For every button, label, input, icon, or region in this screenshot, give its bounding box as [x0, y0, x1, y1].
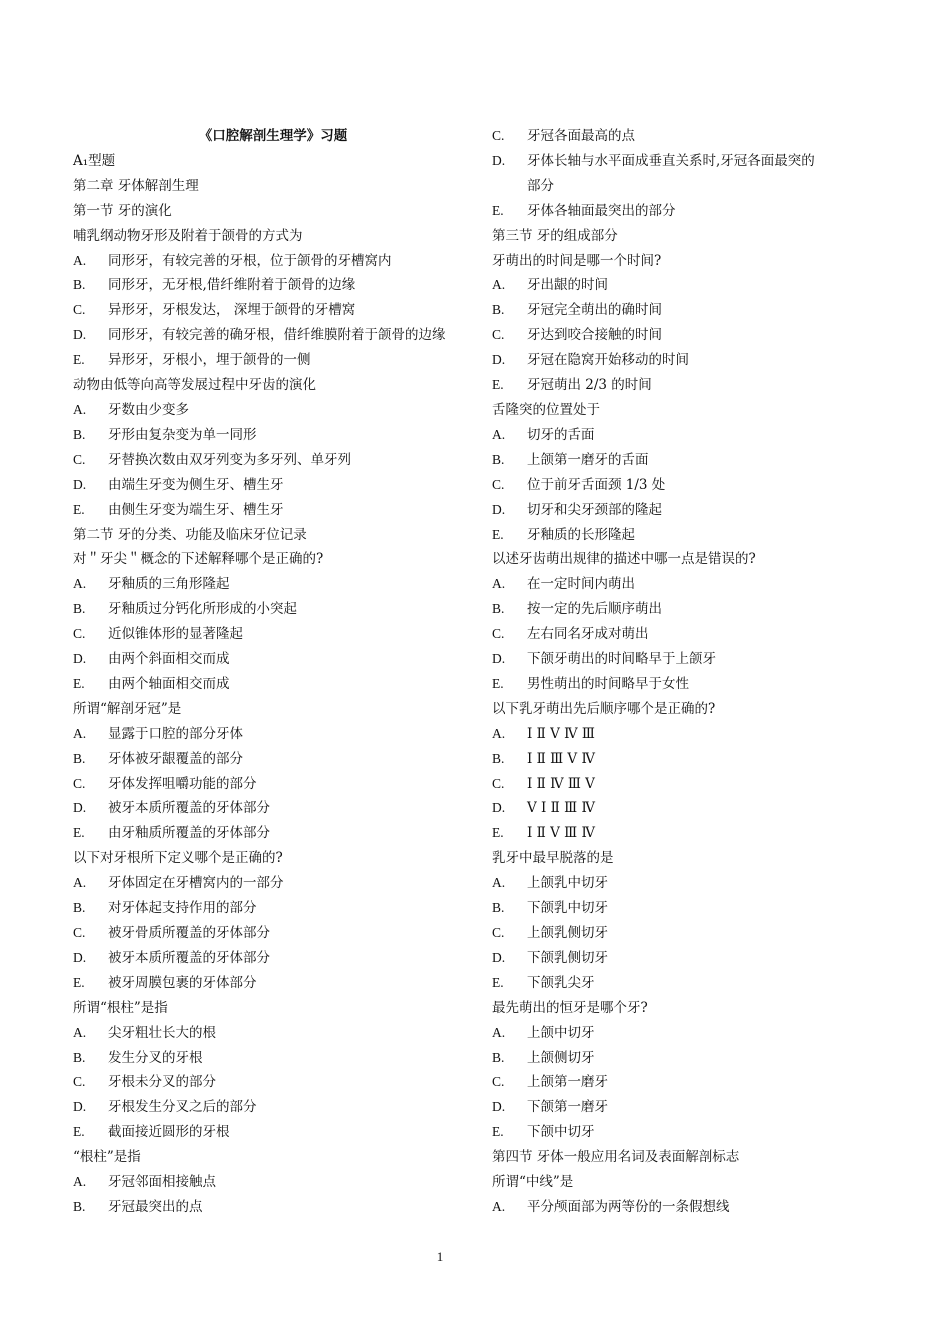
answer-option	[73, 1120, 473, 1145]
option-text: 牙出龈的时间	[527, 277, 608, 294]
answer-option	[73, 1195, 473, 1220]
answer-option	[492, 772, 822, 797]
answer-option	[492, 572, 822, 597]
answer-option	[492, 597, 822, 622]
text-line: “根柱”是指	[73, 1149, 141, 1166]
option-letter: B.	[492, 601, 505, 617]
option-text: 被牙骨质所覆盖的牙体部分	[108, 925, 270, 941]
option-letter: D.	[73, 1099, 87, 1115]
option-text: 牙釉质的长形隆起	[527, 526, 635, 543]
option-text: 下颌中切牙	[527, 1124, 595, 1141]
option-text: 下颌第一磨牙	[527, 1099, 608, 1116]
option-letter: C.	[492, 128, 505, 143]
option-letter: E.	[492, 974, 504, 990]
left-column	[73, 124, 473, 1220]
option-text: 牙形由复杂变为单一同形	[108, 426, 257, 443]
option-letter: D.	[492, 152, 506, 168]
answer-option	[492, 796, 822, 821]
option-letter: A.	[73, 1174, 87, 1190]
option-letter: C.	[492, 626, 505, 642]
text-line: 牙萌出的时间是哪一个时间?	[492, 252, 662, 269]
answer-option	[73, 498, 473, 523]
answer-option	[492, 323, 822, 348]
answer-option	[492, 921, 822, 946]
option-letter: B.	[492, 750, 505, 766]
text-line: 第四节 牙体一般应用名词及表面解剖标志	[492, 1149, 740, 1166]
option-letter: A.	[492, 277, 506, 293]
option-letter: B.	[73, 277, 86, 293]
option-text: 近似锥体形的显著隆起	[108, 626, 243, 643]
text-line: 以下乳牙萌出先后顺序哪个是正确的?	[492, 700, 716, 717]
option-letter: D.	[492, 1099, 506, 1115]
answer-option	[492, 523, 822, 548]
answer-option	[73, 647, 473, 672]
option-letter: D.	[73, 476, 87, 492]
answer-option	[73, 323, 473, 348]
option-letter: A.	[492, 426, 506, 442]
option-text: Ⅴ Ⅰ Ⅱ Ⅲ Ⅳ	[527, 800, 595, 817]
page-number: 1	[436, 1249, 444, 1264]
answer-option	[73, 722, 473, 747]
option-text: 位于前牙舌面颈 1/3 处	[527, 476, 666, 493]
option-text: 由端生牙变为侧生牙、槽生牙	[108, 476, 284, 493]
option-letter: D.	[73, 949, 87, 965]
option-text: 牙体固定在牙槽窝内的一部分	[108, 875, 284, 892]
option-letter: E.	[492, 1124, 504, 1140]
option-text: 下颌乳侧切牙	[527, 949, 608, 966]
option-letter: D.	[73, 800, 87, 816]
answer-option	[73, 398, 473, 423]
option-letter: B.	[492, 302, 505, 318]
option-letter: E.	[73, 1124, 85, 1140]
option-text: 下颌乳尖牙	[527, 974, 595, 991]
option-letter: E.	[492, 202, 504, 218]
text-line: 所谓“解剖牙冠”是	[73, 700, 182, 717]
option-letter: D.	[492, 501, 506, 517]
option-text: 上颌第一磨牙	[527, 1074, 608, 1091]
answer-option	[492, 199, 822, 224]
option-text: 牙冠在隐窝开始移动的时间	[527, 352, 689, 369]
option-letter: C.	[73, 775, 86, 791]
text-line: 第二节 牙的分类、功能及临床牙位记录	[73, 526, 307, 543]
answer-option	[73, 1046, 473, 1071]
option-letter: A.	[492, 725, 506, 741]
option-letter: C.	[73, 1074, 86, 1090]
text-line: 乳牙中最早脱落的是	[492, 850, 614, 867]
answer-option	[492, 1070, 822, 1095]
option-letter: D.	[73, 651, 87, 667]
option-text: 牙冠最突出的点	[108, 1198, 203, 1215]
option-text: 对牙体起支持作用的部分	[108, 900, 257, 917]
answer-option	[492, 1021, 822, 1046]
option-text: 牙替换次数由双牙列变为多牙列、单牙列	[108, 451, 351, 468]
option-letter: C.	[73, 925, 86, 940]
option-letter: E.	[492, 377, 504, 393]
option-text: 上颌乳侧切牙	[527, 925, 608, 941]
answer-option	[73, 597, 473, 622]
text-line: 第一节 牙的演化	[73, 202, 172, 219]
text-line: 所谓“根柱”是指	[73, 999, 168, 1016]
option-letter: C.	[492, 925, 505, 940]
answer-option	[73, 1021, 473, 1046]
answer-option	[492, 124, 822, 149]
option-letter: D.	[73, 327, 87, 343]
option-text: 牙体发挥咀嚼功能的部分	[108, 775, 257, 792]
text-line: 舌隆突的位置处于	[492, 401, 600, 418]
option-text: 异形牙，牙根发达， 深埋于颌骨的牙槽窝	[108, 302, 356, 319]
answer-option	[73, 622, 473, 647]
answer-option	[73, 896, 473, 921]
option-text: 由侧生牙变为端生牙、槽生牙	[108, 501, 284, 518]
answer-option	[73, 772, 473, 797]
option-text: 按一定的先后顺序萌出	[527, 601, 662, 618]
text-line: 第三节 牙的组成部分	[492, 227, 618, 244]
answer-option	[73, 249, 473, 274]
option-letter: E.	[73, 825, 85, 841]
option-letter: B.	[73, 750, 86, 766]
answer-option	[492, 622, 822, 647]
answer-option	[492, 946, 822, 971]
answer-option	[73, 348, 473, 373]
option-letter: B.	[73, 1049, 86, 1065]
option-letter: C.	[492, 1074, 505, 1090]
answer-option	[73, 871, 473, 896]
option-text: 牙冠邻面相接触点	[108, 1174, 216, 1191]
option-text: 发生分叉的牙根	[108, 1049, 203, 1066]
option-text: 牙釉质过分钙化所形成的小突起	[108, 601, 297, 618]
option-letter: D.	[492, 949, 506, 965]
option-text: 同形牙，有较完善的确牙根，借纤维膜附着于颌骨的边缘	[108, 327, 446, 344]
option-text: 异形牙，牙根小，埋于颌骨的一侧	[108, 352, 311, 369]
option-letter: A.	[73, 725, 87, 741]
answer-option	[492, 1120, 822, 1145]
answer-option	[73, 747, 473, 772]
option-letter: A.	[73, 576, 87, 592]
option-text: 牙体各轴面最突出的部分	[527, 202, 676, 219]
document-title: 《口腔解剖生理学》习题	[198, 128, 348, 144]
option-letter: A.	[492, 875, 506, 891]
answer-option	[73, 672, 473, 697]
option-text: Ⅰ Ⅱ Ⅴ Ⅲ Ⅳ	[527, 825, 595, 842]
answer-option	[492, 498, 822, 523]
option-letter: A.	[73, 401, 87, 417]
option-text: 男性萌出的时间略早于女性	[527, 675, 689, 692]
text-line: 所谓“中线”是	[492, 1174, 574, 1191]
answer-option	[73, 796, 473, 821]
answer-option	[492, 722, 822, 747]
option-letter: C.	[492, 476, 505, 492]
option-letter: C.	[492, 327, 505, 343]
option-letter: D.	[492, 651, 506, 667]
option-letter: E.	[73, 675, 85, 691]
option-text: 下颌牙萌出的时间略早于上颌牙	[527, 651, 716, 668]
option-text: Ⅰ Ⅱ Ⅴ Ⅳ Ⅲ	[527, 725, 595, 742]
option-letter: B.	[492, 900, 505, 916]
text-line: 以下对牙根所下定义哪个是正确的?	[73, 850, 283, 867]
answer-option	[492, 373, 822, 398]
option-letter: C.	[73, 626, 86, 642]
option-text: 牙釉质的三角形隆起	[108, 576, 230, 593]
option-letter: E.	[492, 825, 504, 841]
option-text: 平分颅面部为两等份的一条假想线	[527, 1198, 730, 1215]
option-text: 显露于口腔的部分牙体	[108, 725, 243, 742]
answer-option	[492, 971, 822, 996]
text-line: 最先萌出的恒牙是哪个牙?	[492, 999, 648, 1016]
option-text: 上颌第一磨牙的舌面	[527, 451, 649, 468]
option-text: 被牙本质所覆盖的牙体部分	[108, 800, 270, 817]
option-letter: A.	[492, 576, 506, 592]
option-text: 尖牙粗壮长大的根	[108, 1024, 216, 1041]
option-text: 同形牙，无牙根,借纤维附着于颌骨的边缘	[108, 277, 356, 294]
option-text: 下颌乳中切牙	[527, 900, 608, 917]
option-text: 被牙周膜包裹的牙体部分	[108, 974, 257, 991]
option-text: 牙根未分叉的部分	[108, 1074, 216, 1091]
option-text: 牙数由少变多	[108, 401, 189, 418]
answer-option	[73, 423, 473, 448]
option-letter: E.	[73, 352, 85, 368]
answer-option	[492, 871, 822, 896]
answer-option	[73, 473, 473, 498]
option-letter: E.	[73, 501, 85, 517]
answer-option	[73, 273, 473, 298]
option-letter: D.	[492, 352, 506, 368]
option-text: 左右同名牙成对萌出	[527, 626, 649, 643]
answer-option	[492, 348, 822, 373]
answer-option	[492, 273, 822, 298]
option-text: 同形牙，有较完善的牙根，位于颌骨的牙槽窝内	[108, 252, 392, 269]
option-text: 由牙釉质所覆盖的牙体部分	[108, 825, 270, 842]
option-letter: C.	[73, 451, 86, 467]
option-text: 切牙的舌面	[527, 426, 595, 443]
option-text: 上颌乳中切牙	[527, 875, 608, 892]
answer-option	[492, 298, 822, 323]
option-text: 牙达到咬合接触的时间	[527, 327, 662, 344]
answer-option	[492, 423, 822, 448]
option-text: 截面接近圆形的牙根	[108, 1124, 230, 1141]
option-text: 牙冠萌出 2/3 的时间	[527, 377, 652, 394]
option-text: Ⅰ Ⅱ Ⅳ Ⅲ Ⅴ	[527, 775, 595, 792]
option-text: 切牙和尖牙颈部的隆起	[527, 501, 662, 518]
text-line: 以述牙齿萌出规律的描述中哪一点是错误的?	[492, 551, 756, 568]
answer-option	[492, 149, 822, 199]
option-letter: B.	[73, 900, 86, 916]
option-letter: A.	[73, 875, 87, 891]
text-line: 动物由低等向高等发展过程中牙齿的演化	[73, 377, 316, 394]
answer-option	[73, 298, 473, 323]
answer-option	[492, 647, 822, 672]
option-letter: B.	[73, 1198, 86, 1214]
text-line: 第二章 牙体解剖生理	[73, 177, 199, 194]
text-line: A₁型题	[73, 152, 116, 169]
option-text: 牙冠各面最高的点	[527, 128, 635, 144]
option-letter: B.	[492, 451, 505, 467]
option-text: 牙冠完全萌出的确时间	[527, 302, 662, 319]
answer-option	[492, 1195, 822, 1220]
answer-option	[492, 1095, 822, 1120]
option-text: 由两个斜面相交而成	[108, 651, 230, 668]
option-letter: D.	[492, 800, 506, 816]
option-text: Ⅰ Ⅱ Ⅲ Ⅴ Ⅳ	[527, 750, 595, 767]
option-letter: B.	[73, 426, 86, 442]
option-letter: E.	[73, 974, 85, 990]
answer-option	[73, 572, 473, 597]
option-text: 牙体长轴与水平面成垂直关系时,牙冠各面最突的部分	[527, 152, 815, 194]
answer-option	[492, 896, 822, 921]
answer-option	[73, 971, 473, 996]
option-text: 被牙本质所覆盖的牙体部分	[108, 949, 270, 966]
text-line: 对＂牙尖＂概念的下述解释哪个是正确的?	[73, 551, 324, 568]
answer-option	[492, 672, 822, 697]
option-text: 上颌中切牙	[527, 1024, 595, 1041]
text-line: 哺乳纲动物牙形及附着于颌骨的方式为	[73, 227, 303, 244]
option-text: 牙体被牙龈覆盖的部分	[108, 750, 243, 767]
option-text: 在一定时间内萌出	[527, 576, 635, 593]
answer-option	[73, 448, 473, 473]
option-letter: E.	[492, 675, 504, 691]
answer-option	[73, 946, 473, 971]
option-letter: E.	[492, 526, 504, 542]
option-text: 牙根发生分叉之后的部分	[108, 1099, 257, 1116]
answer-option	[73, 821, 473, 846]
option-text: 上颌侧切牙	[527, 1049, 595, 1066]
option-letter: B.	[73, 601, 86, 617]
option-letter: A.	[73, 252, 87, 268]
answer-option	[73, 1170, 473, 1195]
option-letter: A.	[73, 1024, 87, 1040]
answer-option	[73, 1095, 473, 1120]
right-column	[492, 124, 822, 1220]
answer-option	[73, 1070, 473, 1095]
option-letter: A.	[492, 1198, 506, 1214]
answer-option	[492, 448, 822, 473]
option-letter: C.	[73, 302, 86, 318]
answer-option	[492, 1046, 822, 1071]
answer-option	[73, 921, 473, 946]
answer-option	[492, 821, 822, 846]
answer-option	[492, 747, 822, 772]
option-letter: A.	[492, 1024, 506, 1040]
option-letter: B.	[492, 1049, 505, 1065]
option-letter: C.	[492, 775, 505, 791]
option-text: 由两个轴面相交而成	[108, 675, 230, 692]
answer-option	[492, 473, 822, 498]
